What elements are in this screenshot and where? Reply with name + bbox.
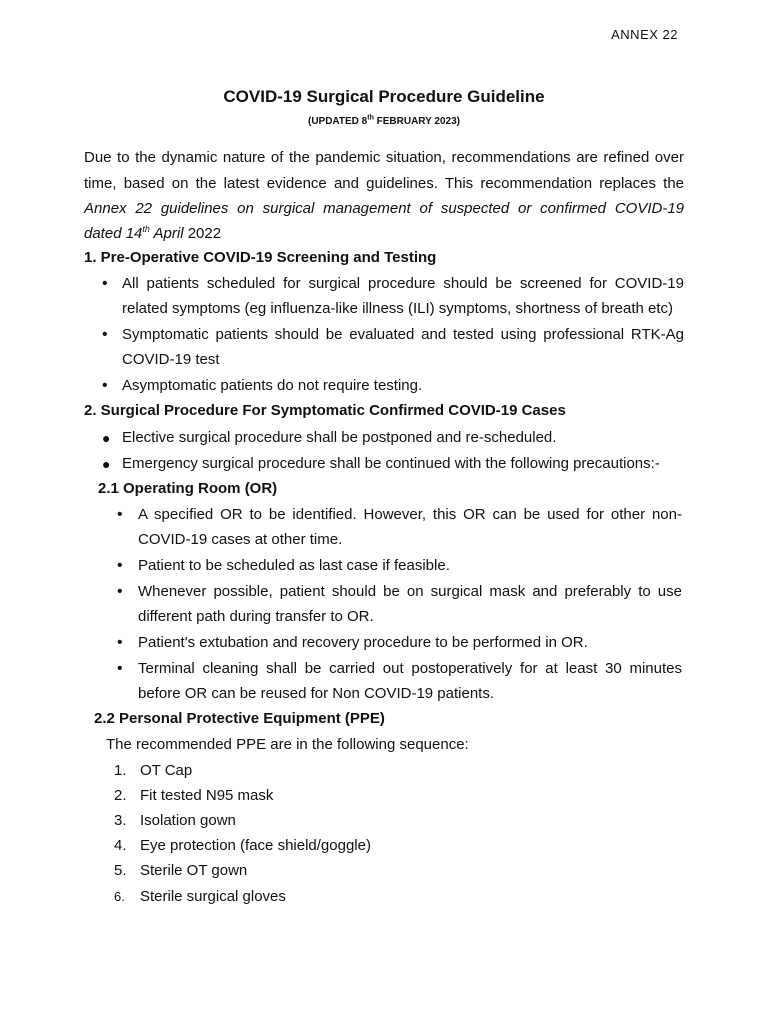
ppe-item-number: 3. [114,812,127,830]
bullet-icon: • [117,583,123,600]
bullet-icon: • [117,557,123,574]
bullet-icon: • [102,326,108,343]
list-item-line: related symptoms (eg influenza-like illness (ILI) symptoms, shortness of breath etc) [122,300,674,317]
updated-date [0,113,768,131]
bullet-icon: • [102,275,108,292]
list-item-line: COVID-19 test [122,351,220,368]
ppe-intro: The recommended PPE are in the following sequence: [106,736,469,753]
subsection-2-1-heading: 2.1 Operating Room (OR) [98,480,278,497]
bullet-icon: ● [102,430,111,446]
intro-month: April [149,225,184,242]
ppe-item: Sterile OT gown [140,862,248,880]
ppe-item-number: 6. [114,888,125,904]
list-item-line: Whenever possible, patient should be on surgical mask and preferably to use [138,583,682,600]
list-item-line: A specified OR to be identified. However, this OR can be used for other non- [138,506,682,523]
ppe-item: Eye protection (face shield/goggle) [140,837,371,855]
list-item-line: All patients scheduled for surgical procedure should be screened for COVID-19 [122,275,684,292]
list-item-line: Asymptomatic patients do not require testing. [122,377,423,394]
annex-label: ANNEX 22 [611,27,678,42]
list-item: Emergency surgical procedure shall be continued with the following precautions:- [122,455,660,472]
intro-line [84,225,221,243]
updated-post: FEBRUARY 2023) [373,116,460,127]
intro-sup: th [142,224,150,234]
list-item-line: Symptomatic patients should be evaluated and tested using professional RTK-Ag [122,326,684,343]
list-item-line: Patient's extubation and recovery procedure to be performed in OR. [138,634,588,651]
ppe-item: OT Cap [140,762,193,779]
intro-line: Annex 22 guidelines on surgical management of suspected or confirmed COVID-19 [84,200,684,217]
intro-dated: dated 14 [84,225,143,242]
updated-sup: th [367,114,374,122]
list-item-line: COVID-19 cases at other time. [138,531,343,548]
list-item-line: before OR can be reused for Non COVID-19 patients. [138,685,495,702]
section1-heading: 1. Pre-Operative COVID-19 Screening and Testing [84,249,437,266]
ppe-item: Sterile surgical gloves [140,887,286,905]
ppe-item-number: 2. [114,787,127,805]
bullet-icon: • [102,377,108,394]
page-title: COVID-19 Surgical Procedure Guideline [223,87,545,106]
intro-line: time, based on the latest evidence and guidelines. This recommendation replaces the [84,175,684,192]
bullet-icon: • [117,634,123,651]
bullet-icon: ● [102,456,111,472]
list-item-line: Terminal cleaning shall be carried out postoperatively for at least 30 minutes [138,660,682,677]
bullet-icon: • [117,506,123,523]
list-item-line: Patient to be scheduled as last case if feasible. [138,557,450,574]
subsection-2-2-heading: 2.2 Personal Protective Equipment (PPE) [94,710,385,727]
list-item: Elective surgical procedure shall be postponed and re-scheduled. [122,429,557,446]
section2-heading: 2. Surgical Procedure For Symptomatic Confirmed COVID-19 Cases [84,402,566,419]
bullet-icon: • [117,660,123,677]
ppe-item-number: 4. [114,837,127,855]
ppe-item-number: 5. [114,862,127,880]
updated-pre: (UPDATED 8 [307,116,368,127]
intro-line: Due to the dynamic nature of the pandemic situation, recommendations are refined over [84,149,684,166]
ppe-item: Isolation gown [140,812,236,830]
list-item-line: different path during transfer to OR. [138,608,374,625]
ppe-item-number: 1. [114,762,127,779]
intro-year: 2022 [183,225,222,242]
ppe-item: Fit tested N95 mask [140,787,274,805]
